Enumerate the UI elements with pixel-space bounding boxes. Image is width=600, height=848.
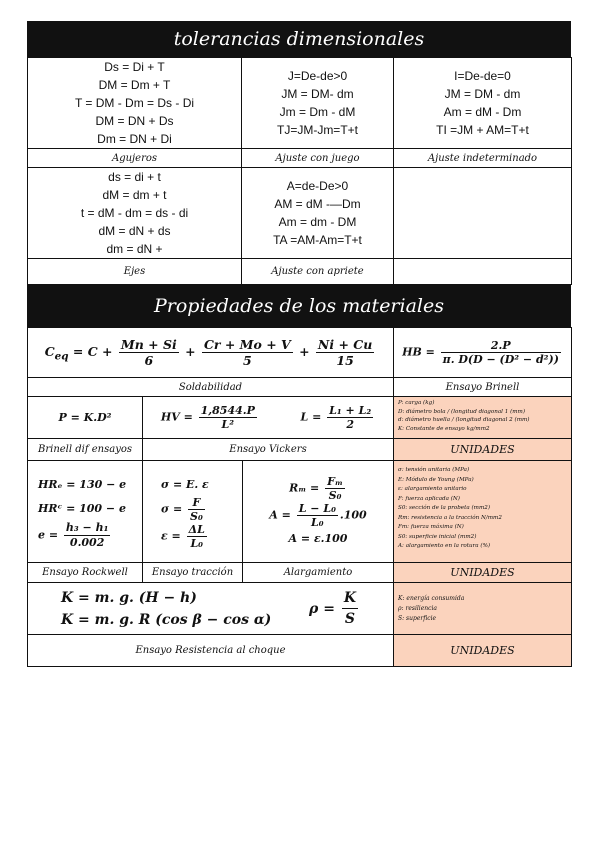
symbol: = C +: [68, 344, 117, 359]
note-line: d: diámetro huella / (longitud diagonal 2 (mm): [398, 417, 530, 423]
note-line: F: fuerza aplicada (N): [398, 495, 460, 502]
symbol: σ =: [161, 502, 183, 515]
propiedades-table: [27, 327, 572, 667]
numerator: ΔL: [188, 522, 205, 536]
note-line: P: carga (kg): [398, 400, 435, 406]
numerator: Mn + Si: [120, 337, 177, 352]
numerator: K: [342, 588, 358, 609]
brinell-formula: [394, 328, 572, 378]
formula-line: dm = dN +: [106, 242, 163, 256]
denominator: 5: [242, 353, 252, 368]
numerator: Ni + Cu: [317, 337, 373, 352]
formula-line: [243, 502, 393, 529]
symbol: .100: [339, 508, 367, 521]
formula-line: A=de-De>0: [286, 179, 349, 193]
juego-formulas: [242, 58, 394, 149]
choque-caption: Ensayo Resistencia al choque: [28, 635, 394, 667]
plus-sign: +: [185, 344, 196, 359]
choque-lines: [61, 587, 271, 631]
numerator: Cr + Mo + V: [203, 337, 291, 352]
denominator: 6: [144, 353, 154, 368]
formula-line: TA =AM-Am=T+t: [273, 233, 362, 247]
formula-line: K = m. g. (H − h): [60, 589, 197, 606]
note-line: K: Constante de ensayo kg/mm2: [398, 425, 490, 432]
fraction: [316, 337, 374, 368]
numerator: L₁ + L₂: [329, 404, 372, 417]
note-line: A: alargamiento en la rotura (%): [398, 543, 491, 549]
note-line: D: diámetro bola / (longitud diagonal 1 (mm): [398, 408, 526, 415]
brinell-caption: Ensayo Brinell: [394, 378, 572, 397]
vickers-formulas: [143, 397, 394, 439]
denominator: L₀: [311, 515, 324, 529]
juego-caption: Ajuste con juego: [242, 149, 394, 168]
note-line: E: Módulo de Young (MPa): [398, 476, 474, 483]
formula-line: J=De-de>0: [287, 69, 348, 83]
formula-line: HRₑ = 130 − e: [38, 478, 127, 491]
formula-line: dM = dm + t: [102, 188, 167, 202]
formula-line: JM = DM - dm: [444, 87, 521, 101]
symbol: e =: [38, 528, 59, 542]
fraction: [297, 502, 338, 529]
denominator: 2: [346, 418, 354, 431]
formula-line: T = DM - Dm = Ds - Di: [74, 96, 195, 110]
symbol: ρ =: [309, 600, 335, 617]
formula-sheet: [27, 21, 571, 667]
fraction: [327, 404, 373, 431]
formula-line: Ds = Di + T: [104, 60, 165, 74]
fraction: [187, 523, 207, 550]
formula-line: [161, 496, 242, 523]
formula-line: Dm = DN + Di: [97, 132, 172, 146]
formula-line: dM = dN + ds: [98, 224, 171, 238]
denominator: 15: [336, 353, 354, 368]
denominator: L₀: [190, 536, 203, 550]
numerator: 1,8544.P: [200, 404, 255, 417]
note-line: σ: tensión unitaria (MPa): [398, 467, 470, 473]
plus-sign: +: [299, 344, 310, 359]
note-line: S: superficie: [398, 614, 437, 622]
brinell-dif-formula: P = K.D²: [28, 397, 143, 439]
subscript: eq: [54, 350, 69, 363]
denominator: S₀: [190, 509, 203, 523]
formula-line: DM = DN + Ds: [95, 114, 174, 128]
note-line: S0: sección de la probeta (mm2): [398, 505, 491, 511]
vickers-caption: Ensayo Vickers: [143, 439, 394, 461]
denominator: L²: [221, 418, 235, 431]
formula-line: TI =JM + AM=T+t: [436, 123, 529, 137]
fraction: [325, 475, 345, 502]
agujeros-formulas: [28, 58, 242, 149]
rockwell-formulas: [28, 461, 143, 563]
fraction: [199, 404, 257, 431]
traccion-caption: Ensayo tracción: [143, 563, 243, 583]
soldabilidad-formula: [28, 328, 394, 378]
formula-line: [243, 475, 393, 502]
agujeros-caption: Agujeros: [28, 149, 242, 168]
numerator: 2.P: [441, 339, 561, 353]
indeterminado-caption: Ajuste indeterminado: [394, 149, 572, 168]
symbol: ε =: [161, 529, 181, 542]
symbol: C: [44, 344, 55, 359]
formula-line: DM = Dm + T: [98, 78, 171, 92]
note-line: Rm: resistencia a la tracción N/mm2: [398, 514, 502, 521]
note-line: ρ: resiliencia: [398, 604, 437, 612]
formula-line: JM = DM- dm: [281, 87, 354, 101]
rockwell-caption: Ensayo Rockwell: [28, 563, 143, 583]
denominator: π. D(D − (D² − d²)): [442, 353, 559, 366]
fraction: [342, 588, 358, 629]
ejes-caption: Ejes: [28, 259, 242, 285]
fraction: [188, 496, 205, 523]
unidades-label: UNIDADES: [394, 635, 572, 667]
symbol: L =: [300, 410, 322, 424]
soldabilidad-caption: Soldabilidad: [28, 378, 394, 397]
formula-line: t = dM - dm = ds - di: [80, 206, 189, 220]
tolerancias-table: [27, 57, 572, 285]
note-line: K: energía consumida: [398, 594, 465, 602]
alargamiento-caption: Alargamiento: [243, 563, 394, 583]
tolerancias-title: tolerancias dimensionales: [27, 21, 571, 57]
brinell-notes: [394, 397, 572, 439]
traccion-formulas: [143, 461, 243, 563]
denominator: 0.002: [69, 536, 105, 549]
empty-cell: [394, 168, 572, 259]
symbol: Rₘ =: [289, 481, 320, 494]
formula-line: [161, 523, 242, 550]
formula-line: TJ=JM-Jm=T+t: [276, 123, 358, 137]
formula-line: Am = dM - Dm: [443, 105, 522, 119]
choque-formulas: [28, 583, 394, 635]
note-line: S0: superficie inicial (mm2): [398, 533, 477, 540]
brinell-dif-caption: Brinell dif ensayos: [28, 439, 143, 461]
ejes-formulas: [28, 168, 242, 259]
fraction: [119, 337, 179, 368]
alargamiento-formulas: [243, 461, 394, 563]
unidades-label: UNIDADES: [394, 563, 572, 583]
apriete-caption: Ajuste con apriete: [242, 259, 394, 285]
fraction: [202, 337, 293, 368]
numerator: h₃ − h₁: [65, 521, 109, 534]
denominator: S: [344, 611, 355, 627]
formula-line: Jm = Dm - dM: [279, 105, 356, 119]
formula-line: ds = di + t: [108, 170, 161, 184]
formula-line: I=De-de=0: [454, 69, 511, 83]
formula-line: AM = dM -—Dm: [274, 197, 361, 211]
formula-line: σ = E. ε: [161, 477, 209, 491]
fraction: [64, 521, 111, 550]
indeterminado-formulas: [394, 58, 572, 149]
formula-line: Am = dm - DM: [278, 215, 357, 229]
propiedades-title: Propiedades de los materiales: [27, 285, 571, 327]
note-line: Fm: fuerza máxima (N): [398, 524, 464, 530]
apriete-formulas: [242, 168, 394, 259]
traccion-notes: [394, 461, 572, 563]
numerator: F: [188, 496, 205, 510]
numerator: L − L₀: [298, 501, 336, 515]
formula-line: A = ε.100: [288, 531, 348, 545]
denominator: S₀: [328, 488, 342, 502]
formula-line: [38, 521, 142, 550]
symbol: A =: [269, 508, 291, 521]
choque-notes: [394, 583, 572, 635]
fraction: [441, 339, 561, 366]
unidades-label: UNIDADES: [394, 439, 572, 461]
formula-line: HRᶜ = 100 − e: [38, 502, 126, 515]
numerator: Fₘ: [327, 474, 343, 488]
formula-line: K = m. g. R (cos β − cos α): [60, 611, 272, 628]
note-line: ε: alargamiento unitario: [398, 486, 467, 492]
symbol: HV =: [160, 410, 193, 424]
empty-cell: [394, 259, 572, 285]
symbol: HB =: [402, 345, 435, 359]
